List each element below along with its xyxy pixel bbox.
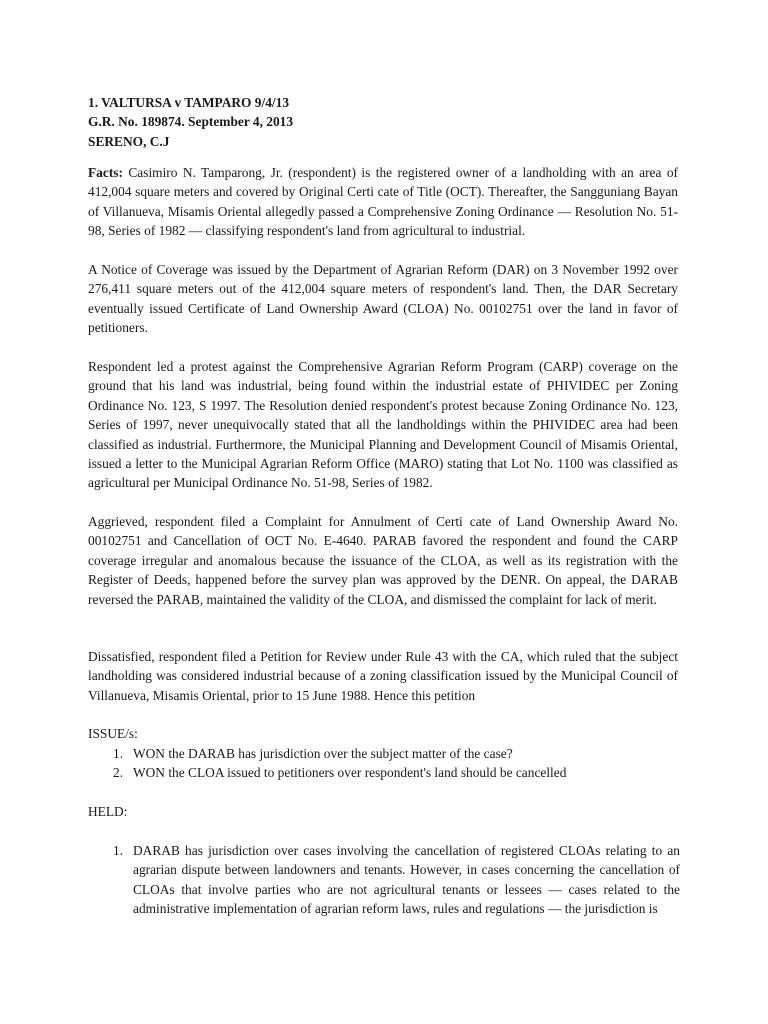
- issue-item-1: [88, 744, 680, 763]
- case-header: [88, 93, 688, 151]
- facts-paragraph-3: Respondent led a protest against the Comprehensive Agrarian Reform Program (CARP) coverage on the ground that his land was industrial, being found within the industrial estate of PHIVIDEC per Zoning Ordinance No. 123, S 1997. The Resolution denied respondent's protest because Zoning Ordinance No. 123, Series of 1997, never unequivocally stated that all the landholdings within the PHIVIDEC area had been classified as industrial. Furthermore, the Municipal Planning and Development Council of Misamis Oriental, issued a letter to the Municipal Agrarian Reform Office (MARO) stating that Lot No. 1100 was classified as agricultural per Municipal Ordinance No. 51-98, Series of 1982.: [88, 359, 678, 491]
- case-gr-number: G.R. No. 189874. September 4, 2013: [88, 114, 294, 130]
- issues-list: [88, 744, 680, 783]
- held-label: HELD:: [88, 804, 128, 819]
- facts-paragraph-2: A Notice of Coverage was issued by the Department of Agrarian Reform (DAR) on 3 November 1992 over 276,411 square meters out of the 412,004 square meters of respondent's land. Then, the DAR Secretary eventually issued Certificate of Land Ownership Award (CLOA) No. 00102751 over the land in favor of petitioners.: [88, 262, 678, 336]
- issue-number: 2.: [113, 765, 124, 781]
- case-ponente: SERENO, C.J: [88, 133, 170, 149]
- held-item-1: [88, 841, 680, 919]
- facts-paragraph-5: Dissatisfied, respondent filed a Petition for Review under Rule 43 with the CA, which ruled that the subject landholding was considered industrial because of a zoning classification issued by the Municipal Council of Villanueva, Misamis Oriental, prior to 15 June 1988. Hence this petition: [88, 649, 678, 703]
- held-text: DARAB has jurisdiction over cases involving the cancellation of registered CLOAs relating to an agrarian dispute between landowners and tenants. However, in cases concerning the cancellation of CLOAs that involve parties who are not agricultural tenants or lessees — cases related to the administrative implementation of agrarian reform laws, rules and regulations — the jurisdiction is: [133, 843, 680, 917]
- facts-paragraph-4: Aggrieved, respondent filed a Complaint for Annulment of Certi cate of Land Ownership Award No. 00102751 and Cancellation of OCT No. E-4640. PARAB favored the respondent and found the CARP coverage irregular and anomalous because the issuance of the CLOA, as well as its registration with the Register of Deeds, happened before the survey plan was approved by the DENR. On appeal, the DARAB reversed the PARAB, maintained the validity of the CLOA, and dismissed the complaint for lack of merit.: [88, 514, 678, 607]
- held-number: 1.: [113, 843, 124, 858]
- held-list: [88, 841, 680, 919]
- facts-label: Facts:: [88, 165, 123, 180]
- facts-text-1: Casimiro N. Tamparong, Jr. (respondent) is the registered owner of a landholding with an area of 412,004 square meters and covered by Original Certi cate of Title (OCT). Thereafter, the Sangguniang Bayan of Villanueva, Misamis Oriental allegedly passed a Comprehensive Zoning Ordinance — Resolution No. 51-98, Series of 1982 — classifying respondent's land from agricultural to industrial.: [88, 165, 678, 239]
- issue-item-2: [88, 763, 680, 782]
- issue-number: 1.: [113, 746, 124, 761]
- case-title: 1. VALTURSA v TAMPARO 9/4/13: [88, 95, 290, 110]
- facts-paragraph-1: [88, 163, 678, 241]
- issues-label: ISSUE/s:: [88, 726, 138, 741]
- issue-text: WON the DARAB has jurisdiction over the subject matter of the case?: [133, 746, 513, 761]
- issue-text: WON the CLOA issued to petitioners over respondent's land should be cancelled: [133, 765, 567, 781]
